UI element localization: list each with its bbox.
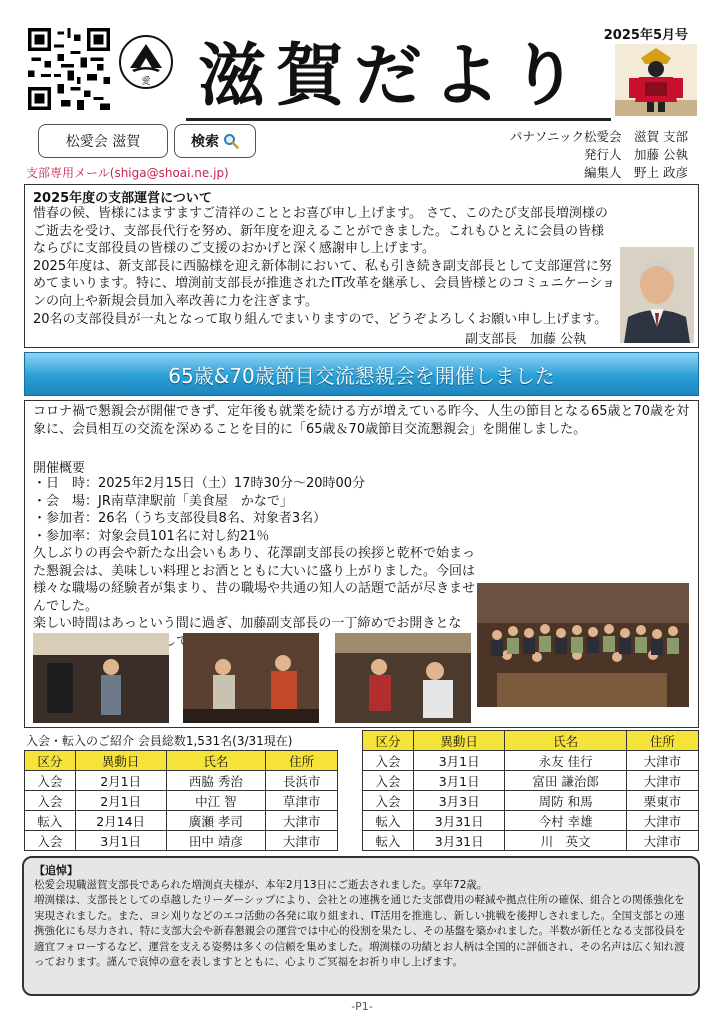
table-header-row <box>25 751 338 771</box>
table-cell: 転入 <box>363 811 414 831</box>
portrait-photo <box>620 247 694 343</box>
table-cell: 栗東市 <box>626 791 698 811</box>
table-cell: 中江 智 <box>166 791 266 811</box>
table-cell: 転入 <box>363 831 414 851</box>
table-cell: 大津市 <box>626 771 698 791</box>
table-row <box>25 831 338 851</box>
column-header: 氏名 <box>505 731 626 751</box>
table-cell: 周防 和馬 <box>505 791 626 811</box>
column-header: 住所 <box>266 751 338 771</box>
org-button-label: 松愛会 滋賀 <box>65 134 141 150</box>
table-cell: 大津市 <box>626 751 698 771</box>
masthead-underline <box>186 118 611 121</box>
table-cell: 2月1日 <box>75 791 166 811</box>
table-cell: 入会 <box>25 771 76 791</box>
table-cell: 田中 靖彦 <box>166 831 266 851</box>
table-cell: 今村 幸雄 <box>505 811 626 831</box>
event-intro: コロナ禍で懇親会が開催できず、定年後も就業を続ける方が増えている昨今、人生の節目となる65歳と70歳を対象に、会員相互の交流を深めることを目的に「65歳＆70歳節目交流懇親会」を開催しました。 <box>33 404 690 437</box>
table-cell: 長浜市 <box>266 771 338 791</box>
overview-item: ・参加者：26名（うち支部役員8名、対象者3名） <box>33 511 327 527</box>
table-cell: 草津市 <box>266 791 338 811</box>
table-cell: 西脇 秀治 <box>166 771 266 791</box>
table-cell: 大津市 <box>266 831 338 851</box>
table-cell: 富田 謙治郎 <box>505 771 626 791</box>
mail-link[interactable]: 支部専用メール(shiga@shoai.ne.jp) <box>26 166 229 180</box>
table-row <box>25 791 338 811</box>
emblem-label: 愛 <box>141 77 151 87</box>
masthead-title: 滋賀だより <box>198 36 589 116</box>
org-button[interactable] <box>38 124 168 158</box>
column-header: 異動日 <box>75 751 166 771</box>
emblem-icon <box>118 34 174 90</box>
page-number: -P1- <box>351 1000 373 1013</box>
event-banner: 65歳&70歳節目交流懇親会を開催しました <box>24 352 699 396</box>
table-header-row <box>363 731 699 751</box>
greeting-title: 2025年度の支部運営について <box>33 191 212 206</box>
table-cell: 2月1日 <box>75 771 166 791</box>
overview-list <box>33 475 365 545</box>
greeting-body: 惜春の候、皆様にはますますご清祥のこととお喜び申し上げます。 さて、このたび支部長増渕様のご逝去を受け、支部長代行を努め、新年度を迎えることができました。これもひとえに会員の皆様ならびに支部役員の皆様のご支援のおかげと深く感謝申し上げます。 2025年度は、新支部長に西脇様を迎え新体制において、私も引き続き副支部長として支部運営に努めてまいります。特に、増渕前支部長が推進されたIT改革を継承し、会員皆様とのコミュニケーションの向上や新規会員加入率改善に力を注ぎます。 20名の支部役員が一丸となって取り組んでまいりますので、どうぞよろしくお願い申し上げます。 <box>33 206 615 327</box>
event-photo-3 <box>335 633 471 723</box>
table-cell: 入会 <box>363 751 414 771</box>
table-cell: 川 英文 <box>505 831 626 851</box>
table-cell: 入会 <box>363 791 414 811</box>
publisher-line: パナソニック松愛会 滋賀 支部 <box>509 129 688 144</box>
column-header: 氏名 <box>166 751 266 771</box>
table-row <box>363 771 699 791</box>
overview-item: ・参加率：対象会員101名に対し約21％ <box>33 528 270 544</box>
group-photo <box>477 583 689 707</box>
table-cell: 入会 <box>25 791 76 811</box>
table-row <box>25 771 338 791</box>
memorial-body: 松愛会現職滋賀支部長であられた増渕貞夫様が、本年2月13日にご逝去されました。享年72歳。 増渕様は、支部長としての卓越したリーダーシップにより、会社との連携を通じた支部費用の軽減や拠点住所の確保、組合との関係強化を実現されました。また、ヨシ刈りなどのエコ活動の各発に取り組まれ、IT活用を推進し、新しい挑戦を後押しされました。全国支部との連携強化にも尽力され、特に支部大会や新春懇親会の運営では中心的役割を果たし、その基盤を築かれました。半数が新任となる支部役員を適宜フォローするなど、運営を支える姿勢は多くの信頼を集めました。増渕様の功績とお人柄は全国的に評価され、その名声は広く知れ渡っております。謹んで哀悼の意を表しますとともに、心よりご冥福をお祈り申し上げます。 <box>34 879 686 969</box>
table-cell: 転入 <box>25 811 76 831</box>
column-header: 区分 <box>363 731 414 751</box>
table-cell: 3月3日 <box>413 791 504 811</box>
event-photo-2 <box>183 633 319 723</box>
roster-table-left <box>24 750 338 851</box>
search-button[interactable] <box>174 124 256 158</box>
table-row <box>363 811 699 831</box>
magnifier-icon <box>223 133 239 149</box>
table-cell: 2月14日 <box>75 811 166 831</box>
roster-table-right <box>362 730 699 851</box>
table-cell: 3月1日 <box>75 831 166 851</box>
memorial-section <box>22 856 700 996</box>
table-cell: 大津市 <box>626 811 698 831</box>
qr-code-icon[interactable] <box>28 28 110 110</box>
search-button-label: 検索 <box>191 134 219 150</box>
overview-item: ・日 時：2025年2月15日（土）17時30分～20時00分 <box>33 476 366 491</box>
event-photo-1 <box>33 633 169 723</box>
armor-figure-icon <box>615 44 697 116</box>
greeting-section <box>24 184 699 348</box>
column-header: 区分 <box>25 751 76 771</box>
publisher-line: 発行人 加藤 公執 <box>584 147 688 162</box>
table-cell: 入会 <box>25 831 76 851</box>
roster-heading: 入会・転入のご紹介 会員総数1,531名(3/31現在) <box>26 734 293 748</box>
greeting-signature: 副支部長 加藤 公執 <box>465 332 587 347</box>
event-section <box>24 400 699 728</box>
column-header: 住所 <box>626 731 698 751</box>
table-cell: 永友 佳行 <box>505 751 626 771</box>
column-header: 異動日 <box>413 731 504 751</box>
overview-heading: 開催概要 <box>33 461 86 476</box>
table-cell: 3月1日 <box>413 751 504 771</box>
overview-item: ・会 場：JR南草津駅前「美食屋 かなで」 <box>33 493 293 509</box>
table-row <box>25 811 338 831</box>
table-cell: 入会 <box>363 771 414 791</box>
table-row <box>363 751 699 771</box>
table-row <box>363 831 699 851</box>
publisher-info <box>510 128 688 182</box>
table-cell: 3月1日 <box>413 771 504 791</box>
table-cell: 廣瀬 孝司 <box>166 811 266 831</box>
memorial-title: 【追悼】 <box>34 864 78 877</box>
table-cell: 大津市 <box>266 811 338 831</box>
table-cell: 3月31日 <box>413 811 504 831</box>
issue-label: 2025年5月号 <box>603 28 688 43</box>
table-cell: 大津市 <box>626 831 698 851</box>
table-cell: 3月31日 <box>413 831 504 851</box>
publisher-line: 編集人 野上 政彦 <box>584 165 688 180</box>
event-body-text: 久しぶりの再会や新たな出会いもあり、花澤副支部長の挨拶と乾杯で始まった懇親会は、美味しい料理とお酒とともに大いに盛り上がりました。今回は様々な職場の経験者が集まり、昔の職場や共通の知人の話題で話が尽きませんでした。 楽しい時間はあっという間に過ぎ、加藤副支部長の一丁締めでお開きとな をして <box>33 546 476 649</box>
table-row <box>363 791 699 811</box>
